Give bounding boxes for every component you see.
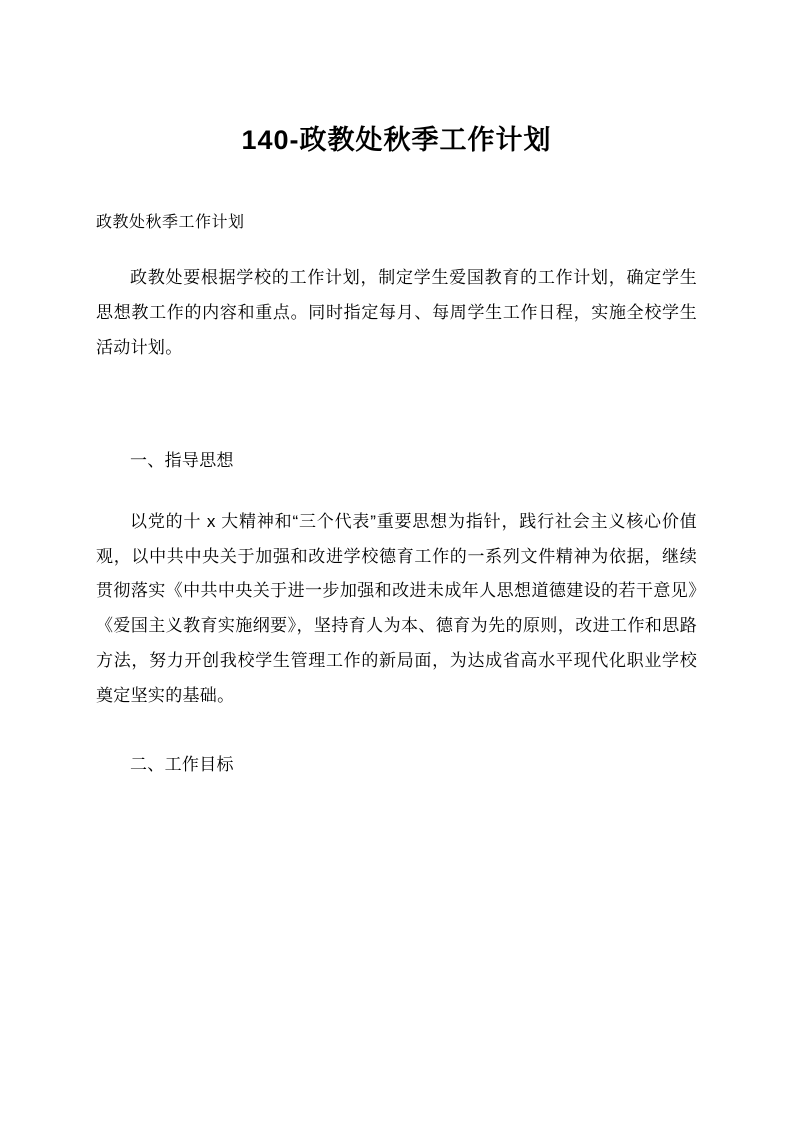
section-spacer: [96, 366, 697, 444]
section-heading-2: 二、工作目标: [130, 754, 234, 774]
document-subtitle: 政教处秋季工作计划: [96, 213, 245, 231]
page-title: 140-政教处秋季工作计划: [241, 125, 552, 155]
intro-paragraph: 政教处要根据学校的工作计划，制定学生爱国教育的工作计划，确定学生思想教工作的内容和重点。同时指定每月、每周学生工作日程，实施全校学生活动计划。: [96, 268, 697, 358]
section-spacer-2: [96, 714, 697, 748]
section-heading-1: 一、指导思想: [130, 450, 234, 470]
section-body-1: 以党的十 x 大精神和“三个代表”重要思想为指针，践行社会主义核心价值观，以中共中央关于加强和改进学校德育工作的一系列文件精神为依据，继续贯彻落实《中共中央关于进一步加强和改进未成年人思想道德建设的若干意见》《爱国主义教育实施纲要》，坚持育人为本、德育为先的原则，改进工作和思路方法，努力开创我校学生管理工作的新局面，为达成省高水平现代化职业学校奠定坚实的基础。: [96, 511, 697, 705]
